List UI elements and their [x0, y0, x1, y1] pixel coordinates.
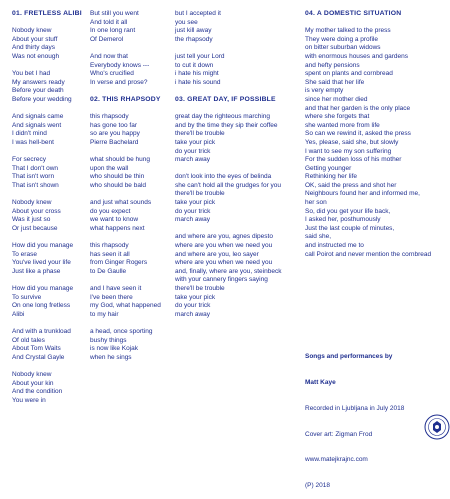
lyric-line: My mother talked to the press: [305, 27, 391, 35]
lyric-line: do your trick: [175, 207, 211, 215]
lyric-line: In verse and prose?: [90, 78, 148, 86]
lyric-line: bushy things: [90, 336, 127, 344]
lyric-line: we want to know: [90, 216, 139, 224]
lyric-stanza: [12, 113, 82, 147]
lyric-line: when he sings: [90, 353, 132, 361]
lyric-line: and that her garden is the only place: [305, 104, 411, 112]
lyric-line: she wanted more from life: [305, 121, 380, 129]
lyric-stanza: [90, 113, 161, 147]
lyric-line: For the sudden loss of his mother: [305, 156, 402, 164]
credits-line-6: (P) 2018: [305, 482, 330, 490]
lyric-stanza: [175, 233, 281, 319]
lyric-line: Of old tales: [12, 336, 45, 344]
lyric-stanza: [12, 328, 82, 362]
lyric-line: the rhapsody: [175, 35, 213, 43]
lyric-line: do your trick: [175, 302, 211, 310]
lyric-line: About your kin: [12, 379, 54, 387]
lyric-line: and, finally, where are you, steinbeck: [175, 267, 282, 275]
lyric-line: my God, what happened: [90, 302, 161, 310]
column-fretless-alibi: [12, 10, 82, 414]
lyric-line: is very empty: [305, 87, 344, 95]
logo-seal-icon: [424, 414, 450, 440]
lyric-line: Pierre Bachelard: [90, 138, 139, 146]
lyric-line: since her mother died: [305, 95, 368, 103]
lyric-line: said she,: [305, 233, 332, 241]
lyric-line: has gone too far: [90, 121, 137, 129]
lyric-stanza: [175, 113, 281, 165]
lyric-line: where are you when we need you: [175, 259, 273, 267]
credits-line-1: Songs and performances by: [305, 353, 393, 361]
lyric-stanza: [12, 242, 82, 276]
lyric-line: march away: [175, 156, 211, 164]
lyric-line: this rhapsody: [90, 242, 129, 250]
lyric-line: great day the righteous marching: [175, 113, 271, 121]
lyric-line: That I don't own: [12, 164, 59, 172]
credits-line-5: www.matejkrajnc.com: [305, 456, 368, 464]
lyric-line: I've been there: [90, 293, 133, 301]
lyric-line: You bet I had: [12, 70, 51, 78]
lyric-line: They were doing a profile: [305, 35, 378, 43]
lyric-line: On one long fretless: [12, 302, 71, 310]
lyric-line: a head, once sporting: [90, 327, 153, 335]
lyric-line: where are you when we need you: [175, 242, 273, 250]
lyric-line: and I have seen it: [90, 285, 142, 292]
lyric-stanza: [12, 371, 82, 405]
lyric-line: Was it just so: [12, 216, 51, 224]
lyric-stanza: [12, 285, 82, 319]
lyric-line: just tell your Lord: [175, 52, 225, 60]
lyric-line: But still you went: [90, 10, 139, 17]
lyric-stanza: [175, 10, 281, 44]
lyric-line: Nobody knew: [12, 199, 52, 207]
lyric-stanza: [90, 156, 161, 190]
lyric-line: do your trick: [175, 147, 211, 155]
lyric-line: I didn't mind: [12, 130, 47, 138]
lyric-stanza: [305, 27, 431, 259]
lyric-line: to my hair: [90, 310, 119, 318]
lyric-line: this rhapsody: [90, 113, 129, 121]
section-title: 03. GREAT DAY, IF POSSIBLE: [175, 95, 276, 103]
lyric-line: And signals came: [12, 113, 64, 121]
lyric-line: And now that: [90, 52, 128, 60]
lyric-line: call Poirot and never mention the cornbread: [305, 250, 432, 258]
lyric-line: don't look into the eyes of belinda: [175, 173, 272, 181]
lyric-line: she can't hold all the grudges for you: [175, 181, 282, 189]
lyric-line: You've lived your life: [12, 259, 71, 267]
credits-line-3: Recorded in Ljubljana in July 2018: [305, 404, 405, 412]
lyric-line: That isn't shown: [12, 181, 59, 189]
lyric-line: I want to see my son suffering: [305, 147, 392, 155]
lyric-line: I asked her, posthumously: [305, 216, 381, 224]
lyric-stanza: [90, 10, 161, 44]
lyric-line: what happens next: [90, 224, 145, 232]
lyric-stanza: [12, 70, 82, 104]
lyric-line: And the condition: [12, 388, 63, 396]
lyric-line: you see: [175, 18, 198, 26]
lyric-line: I was hell-bent: [12, 138, 54, 146]
credits-line-4: Cover art: Zigman Frod: [305, 430, 373, 438]
lyric-line: So, did you get your life back,: [305, 207, 391, 215]
lyric-line: Just like a phase: [12, 267, 61, 275]
lyric-line: My answers ready: [12, 78, 65, 86]
lyric-line: what should be hung: [90, 156, 150, 164]
lyric-line: Was not enough: [12, 52, 60, 60]
lyric-line: and where are you, leo sayer: [175, 250, 259, 258]
lyric-line: march away: [175, 216, 211, 224]
lyric-stanza: [90, 285, 161, 319]
lyric-line: Neighbours found her and informed me,: [305, 190, 420, 198]
lyric-line: on bitter suburban widows: [305, 44, 381, 52]
column-great-day: [175, 10, 281, 328]
lyric-line: Nobody knew: [12, 27, 52, 35]
credits-line-2: Matt Kaye: [305, 378, 336, 386]
lyric-stanza: [175, 53, 281, 87]
lyric-line: About Tom Waits: [12, 345, 61, 353]
lyric-stanza: [90, 199, 161, 233]
lyric-line: with your cannery fingers saying: [175, 276, 268, 284]
lyric-line: and by the time they sip their coffee: [175, 121, 278, 129]
lyric-line: Getting younger: [305, 164, 352, 172]
lyric-line: To survive: [12, 293, 42, 301]
lyric-line: And told it all: [90, 18, 128, 26]
lyric-line: Of Demerol: [90, 35, 124, 43]
lyric-line: and hefty pensions: [305, 61, 360, 69]
lyric-line: i hate his sound: [175, 78, 221, 86]
lyric-line: You were in: [12, 396, 46, 404]
lyric-line: Nobody knew: [12, 370, 52, 378]
lyric-stanza: [90, 53, 161, 87]
lyric-line: How did you manage: [12, 285, 74, 292]
lyric-line: and just what sounds: [90, 199, 152, 207]
lyric-stanza: [90, 328, 161, 362]
lyric-line: has seen it all: [90, 250, 130, 258]
lyric-line: to cut it down: [175, 61, 214, 69]
lyric-line: How did you manage: [12, 242, 74, 250]
lyric-line: take your pick: [175, 199, 216, 207]
lyric-line: In one long rant: [90, 27, 136, 35]
lyric-line: To erase: [12, 250, 37, 258]
lyric-line: About your stuff: [12, 35, 58, 43]
lyric-line: there'll be trouble: [175, 130, 225, 138]
lyric-line: Before your wedding: [12, 95, 72, 103]
lyric-line: OK, said the press and shot her: [305, 181, 397, 189]
lyric-line: i hate his might: [175, 70, 219, 78]
lyric-line: upon the wall: [90, 164, 129, 172]
lyric-line: do you expect: [90, 207, 131, 215]
lyric-stanza: [12, 156, 82, 190]
column-domestic-situation: [305, 10, 431, 259]
lyric-line: So can we rewind it, asked the press: [305, 130, 411, 138]
lyric-line: take your pick: [175, 293, 216, 301]
lyric-line: march away: [175, 310, 211, 318]
lyric-line: spent on plants and cornbread: [305, 70, 393, 78]
lyric-line: from Ginger Rogers: [90, 259, 148, 267]
lyric-line: who should be thin: [90, 173, 145, 181]
lyric-line: so are you happy: [90, 130, 140, 138]
lyric-line: About your cross: [12, 207, 61, 215]
lyric-line: That isn't worn: [12, 173, 55, 181]
lyric-line: Everybody knows ---: [90, 61, 150, 69]
lyric-stanza: [12, 199, 82, 233]
section-title: 01. FRETLESS ALIBI: [12, 10, 82, 17]
lyric-line: Who's crucified: [90, 70, 134, 78]
lyric-line: there'll be trouble: [175, 190, 225, 198]
lyric-line: with enormous houses and gardens: [305, 52, 408, 60]
section-title: 04. A DOMESTIC SITUATION: [305, 10, 402, 17]
lyric-line: there'll be trouble: [175, 285, 225, 292]
lyric-stanza: [175, 173, 281, 225]
lyric-line: where she forgets that: [305, 113, 370, 121]
lyric-line: For secrecy: [12, 156, 46, 164]
lyric-line: but I accepted it: [175, 10, 221, 17]
lyric-line: And signals went: [12, 121, 62, 129]
lyric-line: She said that her life: [305, 78, 365, 86]
lyric-line: Yes, please, said she, but slowly: [305, 138, 399, 146]
credits-block: [305, 336, 404, 499]
lyric-line: And with a trunkload: [12, 327, 71, 335]
lyric-line: is now like Kojak: [90, 345, 139, 353]
lyric-line: to De Gaulle: [90, 267, 127, 275]
lyric-line: Rethinking her life: [305, 173, 358, 181]
lyric-stanza: [90, 242, 161, 276]
lyric-line: And thirty days: [12, 44, 55, 52]
lyric-stanza: [12, 27, 82, 61]
column-this-rhapsody: [90, 10, 161, 371]
lyric-line: Before your death: [12, 87, 64, 95]
lyric-line: who should be bald: [90, 181, 147, 189]
lyric-line: just kill away: [175, 27, 212, 35]
lyric-line: and where are you, agnes dipesto: [175, 233, 273, 241]
section-title: 02. THIS RHAPSODY: [90, 95, 161, 103]
lyric-line: her son: [305, 199, 327, 207]
lyric-line: And Crystal Gayle: [12, 353, 65, 361]
lyric-line: take your pick: [175, 138, 216, 146]
lyric-line: Alibi: [12, 310, 25, 318]
lyric-line: Or just because: [12, 224, 58, 232]
lyric-line: Just the last couple of minutes,: [305, 224, 395, 232]
lyric-line: and instructed me to: [305, 242, 364, 250]
